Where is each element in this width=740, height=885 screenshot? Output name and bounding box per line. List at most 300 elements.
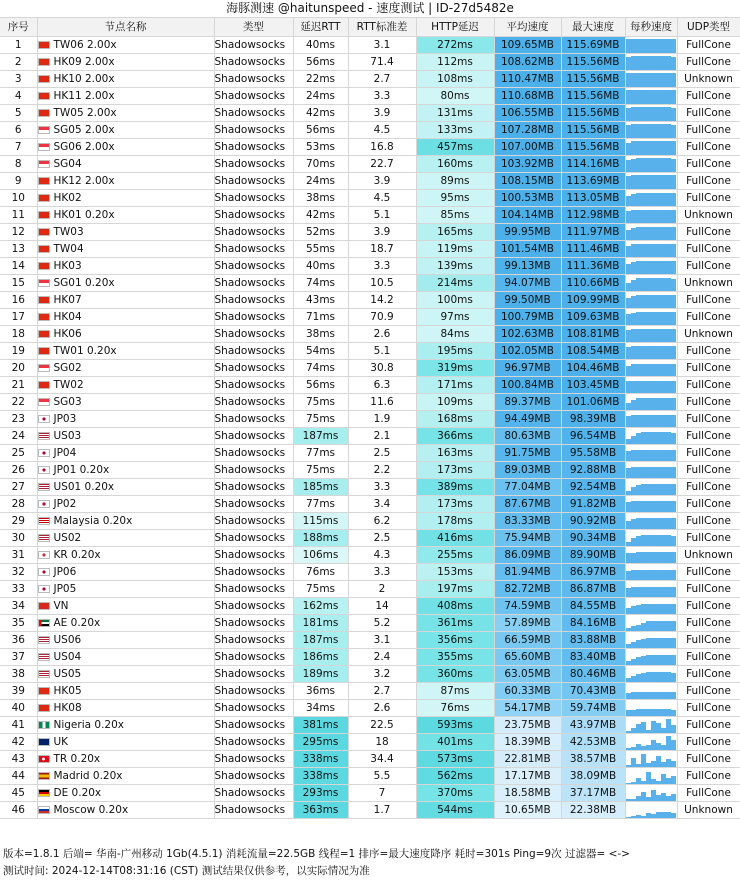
speed-sparkline-cell <box>625 343 677 360</box>
flag-sg-icon <box>38 143 50 151</box>
node-type: Shadowsocks <box>214 615 293 632</box>
max-speed: 101.06MB <box>561 394 625 411</box>
speed-sparkline <box>626 411 677 427</box>
speed-sparkline-cell <box>625 683 677 700</box>
table-row[interactable] <box>0 632 740 649</box>
flag-sg-icon <box>38 126 50 134</box>
rtt-stddev: 4.3 <box>348 547 416 564</box>
speed-sparkline <box>626 479 677 495</box>
speed-sparkline-cell <box>625 530 677 547</box>
node-name-cell <box>37 649 214 666</box>
row-index: 19 <box>0 343 37 360</box>
sparkline-bar <box>671 570 676 580</box>
table-row[interactable] <box>0 496 740 513</box>
table-row[interactable] <box>0 394 740 411</box>
udp-type: FullCone <box>677 700 740 717</box>
udp-type: FullCone <box>677 768 740 785</box>
http-latency: 97ms <box>416 309 494 326</box>
udp-type: FullCone <box>677 173 740 190</box>
avg-speed: 82.72MB <box>494 581 561 598</box>
row-index: 12 <box>0 224 37 241</box>
udp-type: FullCone <box>677 632 740 649</box>
table-row[interactable] <box>0 292 740 309</box>
row-index: 5 <box>0 105 37 122</box>
table-row[interactable] <box>0 105 740 122</box>
column-header-node-name[interactable]: 节点名称 <box>37 18 214 37</box>
speed-sparkline-cell <box>625 309 677 326</box>
column-header-udp-type[interactable]: UDP类型 <box>677 18 740 37</box>
flag-ng-icon <box>38 721 50 729</box>
table-row[interactable] <box>0 615 740 632</box>
node-name: DE 0.20x <box>53 787 102 799</box>
speed-sparkline-cell <box>625 581 677 598</box>
flag-us-icon <box>38 653 50 661</box>
http-latency: 389ms <box>416 479 494 496</box>
node-name-cell <box>37 190 214 207</box>
table-row[interactable] <box>0 734 740 751</box>
avg-speed: 101.54MB <box>494 241 561 258</box>
node-type: Shadowsocks <box>214 224 293 241</box>
rtt-stddev: 2.2 <box>348 462 416 479</box>
table-row[interactable] <box>0 71 740 88</box>
rtt-latency: 55ms <box>293 241 348 258</box>
column-header-rtt-std[interactable]: RTT标准差 <box>348 18 416 37</box>
node-name: Malaysia 0.20x <box>53 515 133 527</box>
table-row[interactable] <box>0 156 740 173</box>
rtt-stddev: 3.9 <box>348 105 416 122</box>
node-name-cell <box>37 258 214 275</box>
max-speed: 109.99MB <box>561 292 625 309</box>
node-type: Shadowsocks <box>214 683 293 700</box>
node-name: TW06 2.00x <box>53 39 117 51</box>
speed-sparkline <box>626 309 677 325</box>
sparkline-bar <box>671 467 676 478</box>
udp-type: FullCone <box>677 462 740 479</box>
sparkline-bar <box>671 39 676 53</box>
avg-speed: 94.49MB <box>494 411 561 428</box>
http-latency: 133ms <box>416 122 494 139</box>
speed-sparkline-cell <box>625 462 677 479</box>
flag-jp-icon <box>38 568 50 576</box>
node-type: Shadowsocks <box>214 462 293 479</box>
max-speed: 90.92MB <box>561 513 625 530</box>
node-type: Shadowsocks <box>214 564 293 581</box>
rtt-stddev: 70.9 <box>348 309 416 326</box>
avg-speed: 100.53MB <box>494 190 561 207</box>
avg-speed: 10.65MB <box>494 802 561 819</box>
sparkline-bar <box>671 261 676 274</box>
table-row[interactable] <box>0 547 740 564</box>
max-speed: 89.90MB <box>561 547 625 564</box>
node-name-cell <box>37 428 214 445</box>
table-row[interactable] <box>0 224 740 241</box>
table-row[interactable] <box>0 258 740 275</box>
flag-sg-icon <box>38 279 50 287</box>
max-speed: 92.88MB <box>561 462 625 479</box>
row-index: 37 <box>0 649 37 666</box>
node-type: Shadowsocks <box>214 309 293 326</box>
table-row[interactable] <box>0 768 740 785</box>
rtt-stddev: 2.6 <box>348 700 416 717</box>
udp-type: Unknown <box>677 207 740 224</box>
speed-sparkline <box>626 564 677 580</box>
rtt-latency: 186ms <box>293 649 348 666</box>
rtt-latency: 187ms <box>293 632 348 649</box>
rtt-latency: 56ms <box>293 122 348 139</box>
speed-sparkline <box>626 54 677 70</box>
table-row[interactable] <box>0 479 740 496</box>
http-latency: 76ms <box>416 700 494 717</box>
max-speed: 37.17MB <box>561 785 625 802</box>
column-header-max-speed[interactable]: 最大速度 <box>561 18 625 37</box>
table-row[interactable] <box>0 309 740 326</box>
node-name: SG03 <box>53 396 82 408</box>
speed-sparkline <box>626 88 677 104</box>
table-row[interactable] <box>0 666 740 683</box>
node-type: Shadowsocks <box>214 54 293 71</box>
speed-sparkline <box>626 530 677 546</box>
sparkline-bar <box>671 193 676 206</box>
node-type: Shadowsocks <box>214 547 293 564</box>
max-speed: 114.16MB <box>561 156 625 173</box>
avg-speed: 108.62MB <box>494 54 561 71</box>
rtt-latency: 106ms <box>293 547 348 564</box>
rtt-stddev: 2.6 <box>348 326 416 343</box>
max-speed: 96.54MB <box>561 428 625 445</box>
table-row[interactable] <box>0 275 740 292</box>
sparkline-bar <box>671 813 676 818</box>
node-name-cell <box>37 598 214 615</box>
rtt-latency: 77ms <box>293 445 348 462</box>
rtt-stddev: 6.2 <box>348 513 416 530</box>
node-name: AE 0.20x <box>53 617 101 629</box>
rtt-latency: 295ms <box>293 734 348 751</box>
node-name: TW05 2.00x <box>53 107 117 119</box>
sparkline-bar <box>671 73 676 87</box>
udp-type: FullCone <box>677 666 740 683</box>
node-name-cell <box>37 683 214 700</box>
node-type: Shadowsocks <box>214 292 293 309</box>
max-speed: 38.57MB <box>561 751 625 768</box>
table-row[interactable] <box>0 139 740 156</box>
max-speed: 86.97MB <box>561 564 625 581</box>
node-name: VN <box>53 600 69 612</box>
udp-type: FullCone <box>677 513 740 530</box>
sparkline-bar <box>671 740 676 750</box>
udp-type: Unknown <box>677 275 740 292</box>
udp-type: FullCone <box>677 122 740 139</box>
node-type: Shadowsocks <box>214 258 293 275</box>
udp-type: FullCone <box>677 598 740 615</box>
node-name-cell <box>37 496 214 513</box>
node-type: Shadowsocks <box>214 207 293 224</box>
max-speed: 95.58MB <box>561 445 625 462</box>
rtt-latency: 74ms <box>293 360 348 377</box>
node-name: JP02 <box>53 498 77 510</box>
max-speed: 22.38MB <box>561 802 625 819</box>
rtt-stddev: 34.4 <box>348 751 416 768</box>
table-row[interactable] <box>0 445 740 462</box>
rtt-stddev: 30.8 <box>348 360 416 377</box>
speed-sparkline-cell <box>625 411 677 428</box>
node-name: SG02 <box>53 362 82 374</box>
max-speed: 91.82MB <box>561 496 625 513</box>
node-type: Shadowsocks <box>214 173 293 190</box>
rtt-stddev: 16.8 <box>348 139 416 156</box>
rtt-latency: 338ms <box>293 768 348 785</box>
sparkline-bar <box>671 518 676 529</box>
sparkline-bar <box>671 501 676 512</box>
flag-hk-icon <box>38 75 50 83</box>
rtt-latency: 76ms <box>293 564 348 581</box>
node-name-cell <box>37 564 214 581</box>
speed-sparkline-cell <box>625 649 677 666</box>
sparkline-bar <box>671 725 676 733</box>
rtt-latency: 34ms <box>293 700 348 717</box>
table-row[interactable] <box>0 598 740 615</box>
speed-sparkline-cell <box>625 326 677 343</box>
udp-type: FullCone <box>677 428 740 445</box>
table-row[interactable] <box>0 581 740 598</box>
sparkline-bar <box>671 761 676 767</box>
avg-speed: 109.65MB <box>494 37 561 54</box>
udp-type: FullCone <box>677 751 740 768</box>
flag-us-icon <box>38 534 50 542</box>
max-speed: 112.98MB <box>561 207 625 224</box>
flag-jp-icon <box>38 585 50 593</box>
row-index: 44 <box>0 768 37 785</box>
flag-hk-icon <box>38 687 50 695</box>
column-header-speed-per-second[interactable]: 每秒速度 <box>625 18 677 37</box>
table-row[interactable] <box>0 513 740 530</box>
rtt-latency: 70ms <box>293 156 348 173</box>
flag-es-icon <box>38 772 50 780</box>
row-index: 1 <box>0 37 37 54</box>
max-speed: 43.97MB <box>561 717 625 734</box>
udp-type: FullCone <box>677 88 740 105</box>
table-row[interactable] <box>0 717 740 734</box>
avg-speed: 89.37MB <box>494 394 561 411</box>
row-index: 14 <box>0 258 37 275</box>
window-title: 海豚测速 @haitunspeed - 速度测试 | ID-27d5482e <box>0 0 740 17</box>
flag-hk-icon <box>38 313 50 321</box>
table-row[interactable] <box>0 700 740 717</box>
table-row[interactable] <box>0 343 740 360</box>
speed-sparkline <box>626 700 677 716</box>
table-row[interactable] <box>0 649 740 666</box>
row-index: 23 <box>0 411 37 428</box>
rtt-latency: 75ms <box>293 581 348 598</box>
node-type: Shadowsocks <box>214 275 293 292</box>
node-type: Shadowsocks <box>214 190 293 207</box>
avg-speed: 18.58MB <box>494 785 561 802</box>
node-name: US02 <box>53 532 82 544</box>
http-latency: 562ms <box>416 768 494 785</box>
avg-speed: 63.05MB <box>494 666 561 683</box>
row-index: 45 <box>0 785 37 802</box>
rtt-latency: 75ms <box>293 411 348 428</box>
node-name-cell <box>37 105 214 122</box>
row-index: 3 <box>0 71 37 88</box>
node-name-cell <box>37 309 214 326</box>
http-latency: 360ms <box>416 666 494 683</box>
node-name-cell <box>37 445 214 462</box>
rtt-latency: 22ms <box>293 71 348 88</box>
column-header-type[interactable]: 类型 <box>214 18 293 37</box>
speed-sparkline <box>626 139 677 155</box>
max-speed: 108.54MB <box>561 343 625 360</box>
speed-sparkline-cell <box>625 275 677 292</box>
max-speed: 104.46MB <box>561 360 625 377</box>
table-row[interactable] <box>0 530 740 547</box>
rtt-stddev: 5.1 <box>348 207 416 224</box>
table-row[interactable] <box>0 411 740 428</box>
flag-sg-icon <box>38 398 50 406</box>
http-latency: 119ms <box>416 241 494 258</box>
udp-type: FullCone <box>677 190 740 207</box>
table-row[interactable] <box>0 428 740 445</box>
table-row[interactable] <box>0 37 740 54</box>
speed-sparkline-cell <box>625 190 677 207</box>
table-row[interactable] <box>0 751 740 768</box>
column-header-rtt[interactable]: 延迟RTT <box>293 18 348 37</box>
rtt-latency: 43ms <box>293 292 348 309</box>
avg-speed: 87.67MB <box>494 496 561 513</box>
rtt-latency: 38ms <box>293 190 348 207</box>
row-index: 29 <box>0 513 37 530</box>
node-type: Shadowsocks <box>214 105 293 122</box>
max-speed: 103.45MB <box>561 377 625 394</box>
udp-type: Unknown <box>677 802 740 819</box>
node-name-cell <box>37 666 214 683</box>
flag-hk-icon <box>38 194 50 202</box>
table-row[interactable] <box>0 683 740 700</box>
table-row[interactable] <box>0 564 740 581</box>
node-name: HK02 <box>53 192 82 204</box>
table-row[interactable] <box>0 88 740 105</box>
node-name-cell <box>37 547 214 564</box>
table-row[interactable] <box>0 802 740 819</box>
sparkline-bar <box>671 484 676 495</box>
rtt-stddev: 18 <box>348 734 416 751</box>
table-row[interactable] <box>0 190 740 207</box>
avg-speed: 108.15MB <box>494 173 561 190</box>
http-latency: 165ms <box>416 224 494 241</box>
udp-type: FullCone <box>677 54 740 71</box>
node-type: Shadowsocks <box>214 581 293 598</box>
max-speed: 42.53MB <box>561 734 625 751</box>
table-row[interactable] <box>0 462 740 479</box>
http-latency: 355ms <box>416 649 494 666</box>
speed-sparkline <box>626 751 677 767</box>
speed-sparkline-cell <box>625 445 677 462</box>
row-index: 13 <box>0 241 37 258</box>
row-index: 36 <box>0 632 37 649</box>
node-type: Shadowsocks <box>214 751 293 768</box>
speed-sparkline <box>626 581 677 597</box>
speed-sparkline <box>626 394 677 410</box>
table-row[interactable] <box>0 377 740 394</box>
node-type: Shadowsocks <box>214 241 293 258</box>
speed-sparkline <box>626 241 677 257</box>
speed-sparkline-cell <box>625 37 677 54</box>
node-type: Shadowsocks <box>214 394 293 411</box>
max-speed: 113.05MB <box>561 190 625 207</box>
rtt-latency: 381ms <box>293 717 348 734</box>
node-name-cell <box>37 768 214 785</box>
speed-sparkline <box>626 496 677 512</box>
table-row[interactable] <box>0 241 740 258</box>
table-row[interactable] <box>0 207 740 224</box>
avg-speed: 65.60MB <box>494 649 561 666</box>
table-row[interactable] <box>0 54 740 71</box>
speed-sparkline <box>626 768 677 784</box>
rtt-latency: 338ms <box>293 751 348 768</box>
table-row[interactable] <box>0 173 740 190</box>
flag-tr-icon <box>38 755 50 763</box>
speed-sparkline <box>626 785 677 801</box>
column-header-http-latency[interactable]: HTTP延迟 <box>416 18 494 37</box>
sparkline-bar <box>671 57 676 70</box>
node-name-cell <box>37 462 214 479</box>
node-name: HK11 2.00x <box>53 90 115 102</box>
http-latency: 173ms <box>416 462 494 479</box>
speed-sparkline-cell <box>625 666 677 683</box>
flag-jp-icon <box>38 466 50 474</box>
max-speed: 90.34MB <box>561 530 625 547</box>
rtt-stddev: 2.4 <box>348 649 416 666</box>
row-index: 41 <box>0 717 37 734</box>
node-type: Shadowsocks <box>214 496 293 513</box>
node-name-cell <box>37 343 214 360</box>
rtt-stddev: 71.4 <box>348 54 416 71</box>
rtt-stddev: 1.7 <box>348 802 416 819</box>
column-header-index[interactable]: 序号 <box>0 18 37 37</box>
node-name-cell <box>37 71 214 88</box>
udp-type: FullCone <box>677 785 740 802</box>
rtt-latency: 42ms <box>293 207 348 224</box>
table-row[interactable] <box>0 785 740 802</box>
rtt-latency: 36ms <box>293 683 348 700</box>
node-name: SG01 0.20x <box>53 277 115 289</box>
speed-sparkline-cell <box>625 394 677 411</box>
rtt-latency: 185ms <box>293 479 348 496</box>
table-row[interactable] <box>0 326 740 343</box>
node-name: US01 0.20x <box>53 481 115 493</box>
node-type: Shadowsocks <box>214 700 293 717</box>
speed-sparkline <box>626 224 677 240</box>
flag-ae-icon <box>38 619 50 627</box>
results-table <box>0 17 740 819</box>
avg-speed: 102.63MB <box>494 326 561 343</box>
max-speed: 115.56MB <box>561 88 625 105</box>
node-name-cell <box>37 207 214 224</box>
max-speed: 83.88MB <box>561 632 625 649</box>
table-row[interactable] <box>0 360 740 377</box>
table-row[interactable] <box>0 122 740 139</box>
row-index: 15 <box>0 275 37 292</box>
http-latency: 255ms <box>416 547 494 564</box>
flag-de-icon <box>38 789 50 797</box>
speed-sparkline-cell <box>625 377 677 394</box>
avg-speed: 110.47MB <box>494 71 561 88</box>
sparkline-bar <box>671 776 676 784</box>
rtt-latency: 363ms <box>293 802 348 819</box>
max-speed: 109.63MB <box>561 309 625 326</box>
node-name-cell <box>37 717 214 734</box>
column-header-avg-speed[interactable]: 平均速度 <box>494 18 561 37</box>
table-header-row <box>0 18 740 37</box>
